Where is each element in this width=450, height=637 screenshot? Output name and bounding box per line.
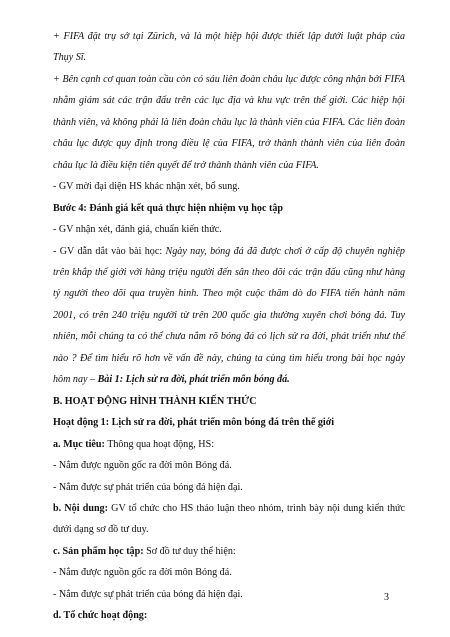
activity-1-heading: Hoạt động 1: Lịch sử ra đời, phát triển môn bóng đá trên thế giới	[53, 417, 335, 429]
content-line	[53, 498, 405, 541]
teacher-assess-line: - GV nhận xét, đánh giá, chuẩn kiến thức.	[53, 224, 222, 236]
objective-text: Thông qua hoạt động, HS:	[104, 438, 215, 450]
step-4-heading: Bước 4: Đánh giá kết quả thực hiện nhiệm vụ học tập	[53, 202, 283, 214]
document-page	[53, 26, 405, 627]
lesson-intro-prefix: - GV dẫn dắt vào bài học:	[53, 245, 166, 257]
product-label: c. Sản phẩm học tập:	[53, 545, 144, 557]
objective-label: a. Mục tiêu:	[53, 438, 105, 450]
section-b-heading: B. HOẠT ĐỘNG HÌNH THÀNH KIẾN THỨC	[53, 395, 257, 407]
page-number: 3	[384, 592, 389, 603]
product-text: Sơ đồ tư duy thể hiện:	[143, 545, 236, 557]
organization-heading: d. Tổ chức hoạt động:	[53, 610, 148, 622]
objective-line	[53, 434, 405, 455]
lesson-title: Bài 1: Lịch sử ra đời, phát triển môn bóng đá.	[97, 374, 290, 386]
content-text: GV tổ chức cho HS thảo luận theo nhóm, trình bày nội dung kiến thức dưới dạng sơ đồ tư duy.	[53, 502, 405, 536]
teacher-invite-line: - GV mời đại diện HS khác nhận xét, bổ sung.	[53, 181, 240, 193]
objective-item-2: - Nắm được sự phát triển của bóng đá hiện đại.	[53, 481, 243, 493]
continental-federations-paragraph: + Bên cạnh cơ quan toàn cầu còn có sáu liên đoàn châu lục được công nhận bởi FIFA nhằm giám sát các trận đấu trên các lục địa và khu vực trên thế giới. Các hiệp hội thành viên, và không phải là liên đoàn châu lục là thành viên của FIFA. Các liên đoàn châu lục được quy định trong điều lệ của FIFA, trở thành thành viên của liên đoàn châu lục là điều kiện tiên quyết để trở thành thành viên của FIFA.	[53, 73, 405, 171]
lesson-intro-paragraph	[53, 241, 405, 391]
product-item-2: - Nắm được sự phát triển của bóng đá hiện đại.	[53, 588, 243, 600]
lesson-intro-italic: Ngày nay, bóng đá đã được chơi ở cấp độ chuyên nghiệp trên khắp thế giới với hàng triệu người đến sân theo dõi các trận đấu cũng như hàng tỷ người theo dõi qua truyền hình. Theo một cuộc thăm dò do FIFA tiến hành năm 2001, có trên 240 triệu người từ trên 200 quốc gia thường xuyên chơi bóng đá. Tuy nhiên, mỗi chúng ta có thể chưa nắm rõ bóng đá có lịch sử ra đời, phát triển như thế nào ? Để tìm hiểu rõ hơn về vấn đề này, chúng ta cùng tìm hiểu trong bài học ngày hôm nay –	[53, 245, 405, 386]
content-label: b. Nội dung:	[53, 502, 108, 514]
product-line	[53, 541, 405, 562]
fifa-headquarters-paragraph: + FIFA đặt trụ sở tại Zürich, và là một hiệp hội được thiết lập dưới luật pháp của Thụy Sĩ.	[53, 31, 405, 64]
product-item-1: - Nắm được nguồn gốc ra đời môn Bóng đá.	[53, 567, 232, 579]
objective-item-1: - Nắm được nguồn gốc ra đời môn Bóng đá.	[53, 460, 232, 472]
